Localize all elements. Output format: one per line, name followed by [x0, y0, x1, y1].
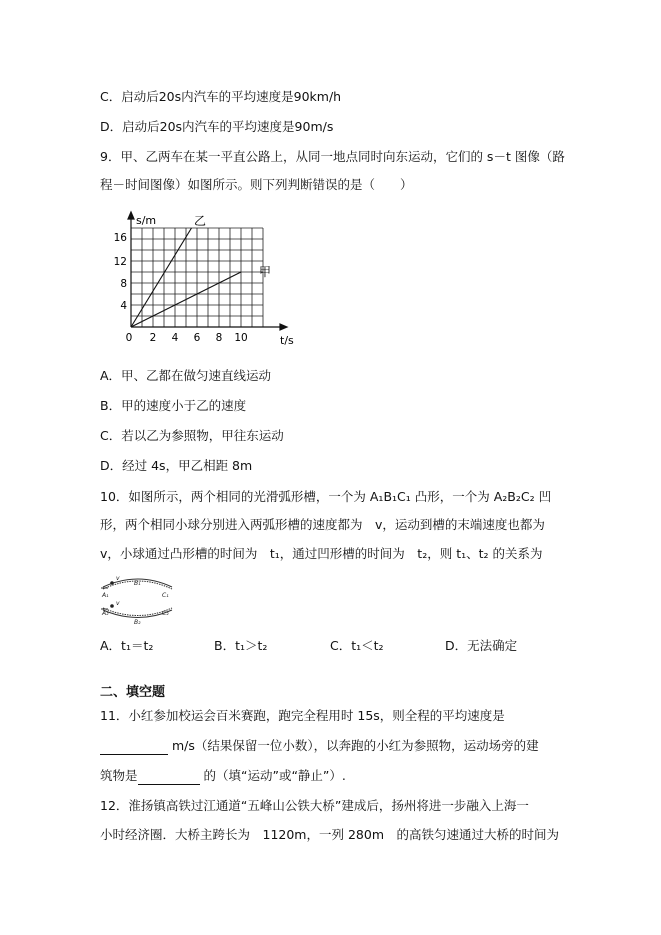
- q10-option-a: A．t₁＝t₂: [100, 638, 154, 653]
- q11-line3-suffix: 的（填“运动”或“静止”）.: [199, 768, 346, 783]
- label-c1: C₁: [162, 592, 169, 599]
- q9-st-graph: [112, 210, 312, 350]
- x-tick-0: 0: [125, 332, 133, 344]
- q9-stem-line2: 程－时间图像）如图所示。则下列判断错误的是（ ）: [100, 177, 413, 192]
- y-tick-8: 8: [120, 278, 127, 290]
- q8-option-c: C．启动后20s内汽车的平均速度是90km/h: [100, 89, 342, 104]
- q8-option-d: D．启动后20s内汽车的平均速度是90m/s: [100, 119, 334, 134]
- graph-grid: [131, 228, 263, 327]
- label-b1: B₁: [134, 580, 141, 587]
- x-tick-10: 10: [234, 332, 248, 344]
- q9-option-d: D．经过 4s，甲乙相距 8m: [100, 458, 253, 473]
- q11-line2-text: m/s（结果保留一位小数），以奔跑的小红为参照物，运动场旁的建: [168, 738, 539, 753]
- series-jia-label: 甲: [259, 265, 272, 279]
- y-tick-16: 16: [113, 232, 127, 244]
- x-tick-6: 6: [193, 332, 201, 344]
- answer-blank-speed[interactable]: [100, 740, 168, 755]
- label-v-upper: v: [116, 575, 120, 582]
- q10-line1: 10．如图所示，两个相同的光滑弧形槽，一个为 A₁B₁C₁ 凸形，一个为 A₂B₂C₂ 凹: [100, 489, 552, 504]
- q10-option-c: C．t₁＜t₂: [330, 638, 384, 653]
- y-tick-12: 12: [113, 256, 127, 268]
- q10-line3: v，小球通过凸形槽的时间为 t₁，通过凹形槽的时间为 t₂，则 t₁、t₂ 的关系为: [100, 546, 543, 561]
- q11-line3: [100, 767, 346, 785]
- x-axis-label: t/s: [280, 334, 294, 347]
- label-c2: C₂: [162, 610, 169, 617]
- label-a1: A₁: [102, 592, 109, 599]
- q11-line1: 11．小红参加校运会百米赛跑，跑完全程用时 15s，则全程的平均速度是: [100, 708, 505, 723]
- x-tick-8: 8: [215, 332, 223, 344]
- answer-blank-state[interactable]: [138, 770, 200, 785]
- q9-option-b: B．甲的速度小于乙的速度: [100, 398, 247, 413]
- q9-option-c: C．若以乙为参照物，甲往东运动: [100, 428, 284, 443]
- x-tick-2: 2: [149, 332, 157, 344]
- q9-option-a: A．甲、乙都在做匀速直线运动: [100, 368, 272, 383]
- series-yi-label: 乙: [194, 214, 207, 228]
- q10-arc-grooves-figure: [100, 573, 180, 625]
- ball-lower: [110, 604, 114, 608]
- label-b2: B₂: [134, 619, 141, 625]
- label-a2: A₂: [102, 610, 109, 617]
- q11-line3-prefix: 筑物是: [100, 768, 138, 783]
- y-axis-label: s/m: [136, 214, 157, 227]
- y-tick-4: 4: [120, 300, 127, 312]
- q10-option-d: D．无法确定: [445, 638, 518, 653]
- q12-line2: 小时经济圈．大桥主跨长为 1120m，一列 280m 的高铁匀速通过大桥的时间为: [100, 827, 559, 842]
- q12-line1: 12．淮扬镇高铁过江通道“五峰山公铁大桥”建成后，扬州将进一步融入上海一: [100, 798, 529, 813]
- q11-line2: [100, 737, 539, 755]
- x-tick-4: 4: [171, 332, 179, 344]
- ball-upper: [110, 581, 114, 585]
- label-v-lower: v: [116, 600, 120, 607]
- q10-option-b: B．t₁＞t₂: [214, 638, 268, 653]
- q10-line2: 形，两个相同小球分别进入两弧形槽的速度都为 v，运动到槽的末端速度也都为: [100, 517, 545, 532]
- q9-stem-line1: 9．甲、乙两车在某一平直公路上，从同一地点同时向东运动，它们的 s－t 图像（路: [100, 149, 565, 164]
- section-title: 二、填空题: [100, 685, 166, 700]
